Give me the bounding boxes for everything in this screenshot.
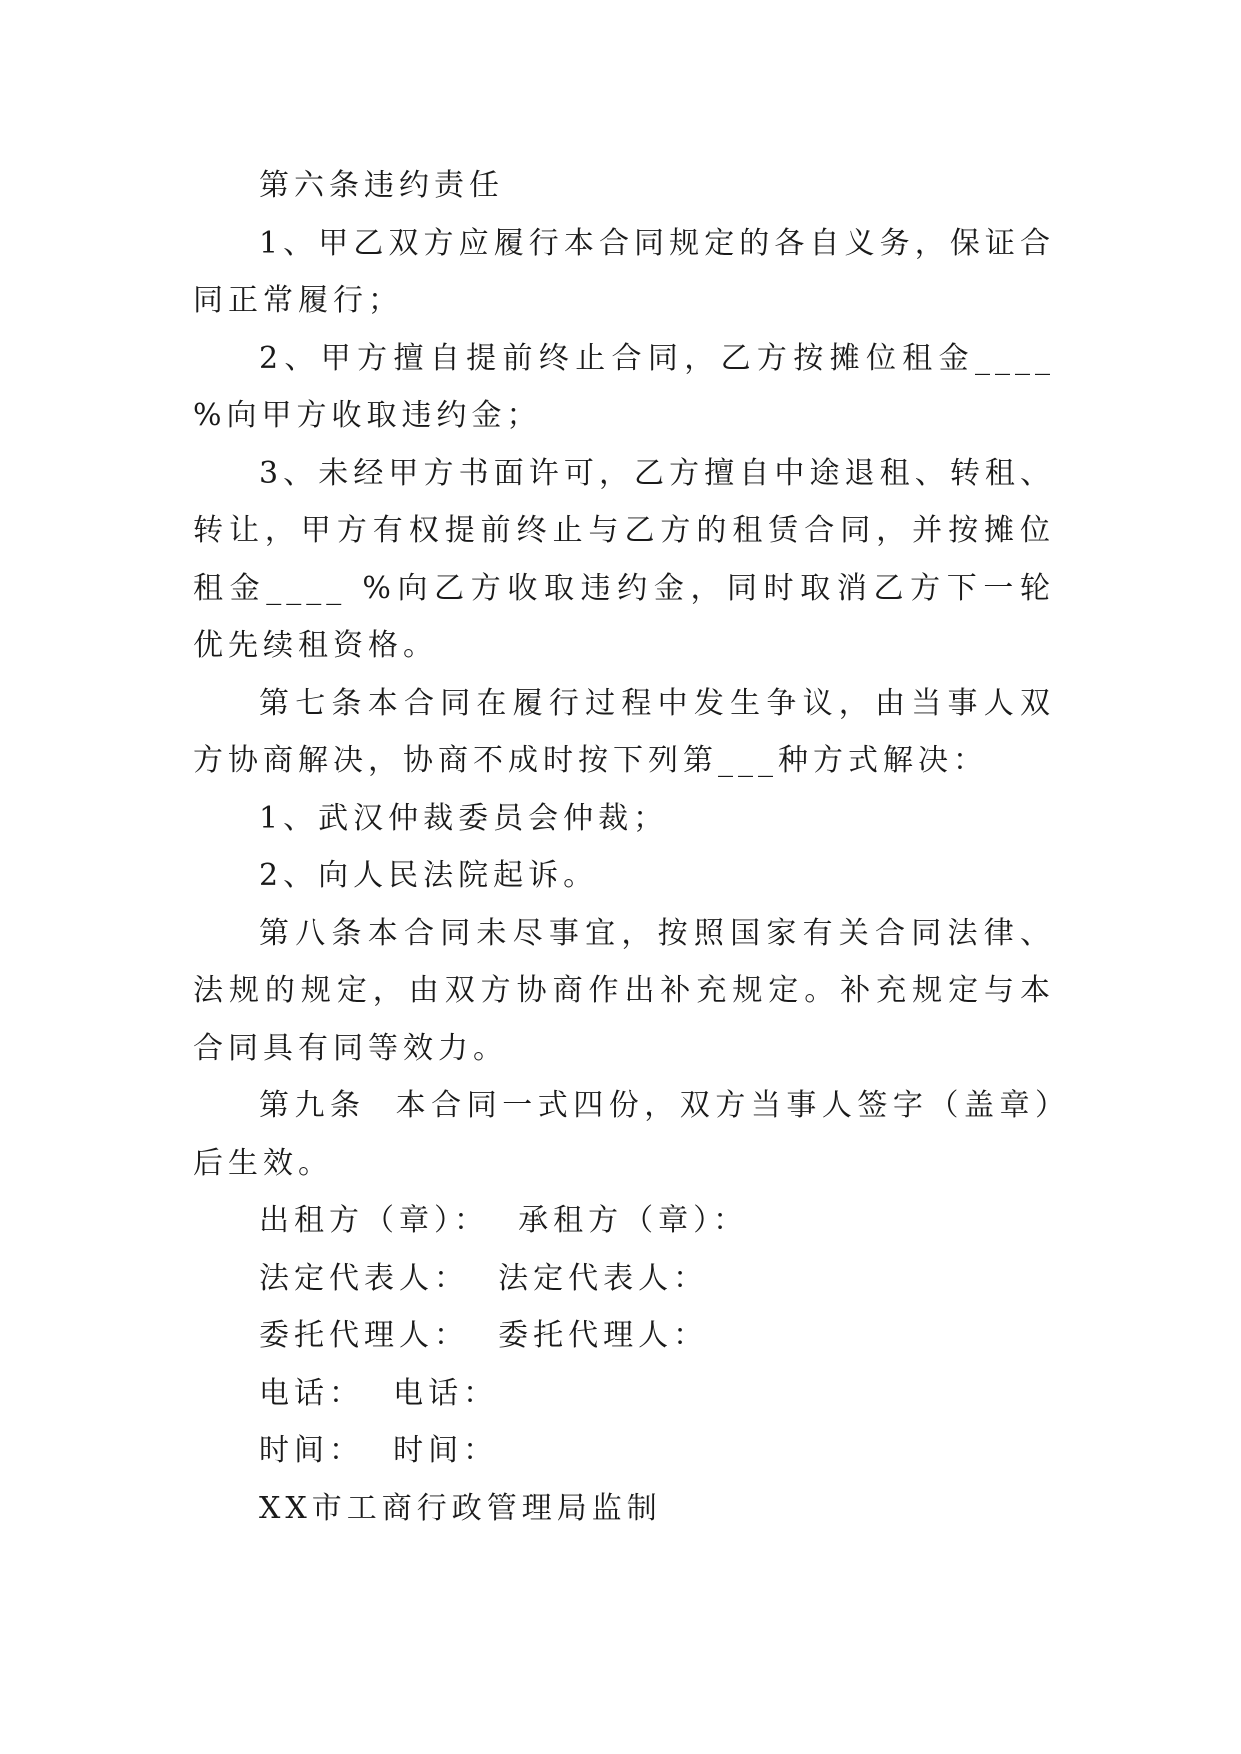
article-7-option-2: 2、向人民法院起诉。 xyxy=(259,858,599,893)
article-6-clause-1: 1、甲乙双方应履行本合同规定的各自义务，保证合同正常履行； xyxy=(193,225,1055,318)
signature-lessor-lessee: 出租方（章）： 承租方（章）： xyxy=(259,1203,749,1238)
supervised-by-footer: XX市工商行政管理局监制 xyxy=(259,1490,662,1526)
article-6-clause-3: 3、未经甲方书面许可，乙方擅自中途退租、转租、转让，甲方有权提前终止与乙方的租赁合同，并按摊位租金____ %向乙方收取违约金，同时取消乙方下一轮优先续租资格。 xyxy=(193,455,1055,663)
signature-phone: 电话： 电话： xyxy=(259,1375,499,1411)
article-7: 第七条本合同在履行过程中发生争议，由当事人双方协商解决，协商不成时按下列第___种方式解决： xyxy=(193,685,1055,778)
signature-legal-representative: 法定代表人： 法定代表人： xyxy=(259,1260,709,1296)
signature-date: 时间： 时间： xyxy=(259,1433,499,1468)
article-6-heading: 第六条违约责任 xyxy=(259,168,504,203)
signature-authorized-agent: 委托代理人： 委托代理人： xyxy=(259,1318,709,1353)
document-body xyxy=(193,157,1070,1537)
article-6-clause-2: 2、甲方擅自提前终止合同，乙方按摊位租金____ %向甲方收取违约金； xyxy=(193,340,1070,433)
article-7-option-1: 1、武汉仲裁委员会仲裁； xyxy=(259,800,669,836)
article-8: 第八条本合同未尽事宜，按照国家有关合同法律、法规的规定，由双方协商作出补充规定。补充规定与本合同具有同等效力。 xyxy=(193,915,1055,1066)
article-9: 第九条 本合同一式四份，双方当事人签字（盖章）后生效。 xyxy=(193,1088,1055,1181)
